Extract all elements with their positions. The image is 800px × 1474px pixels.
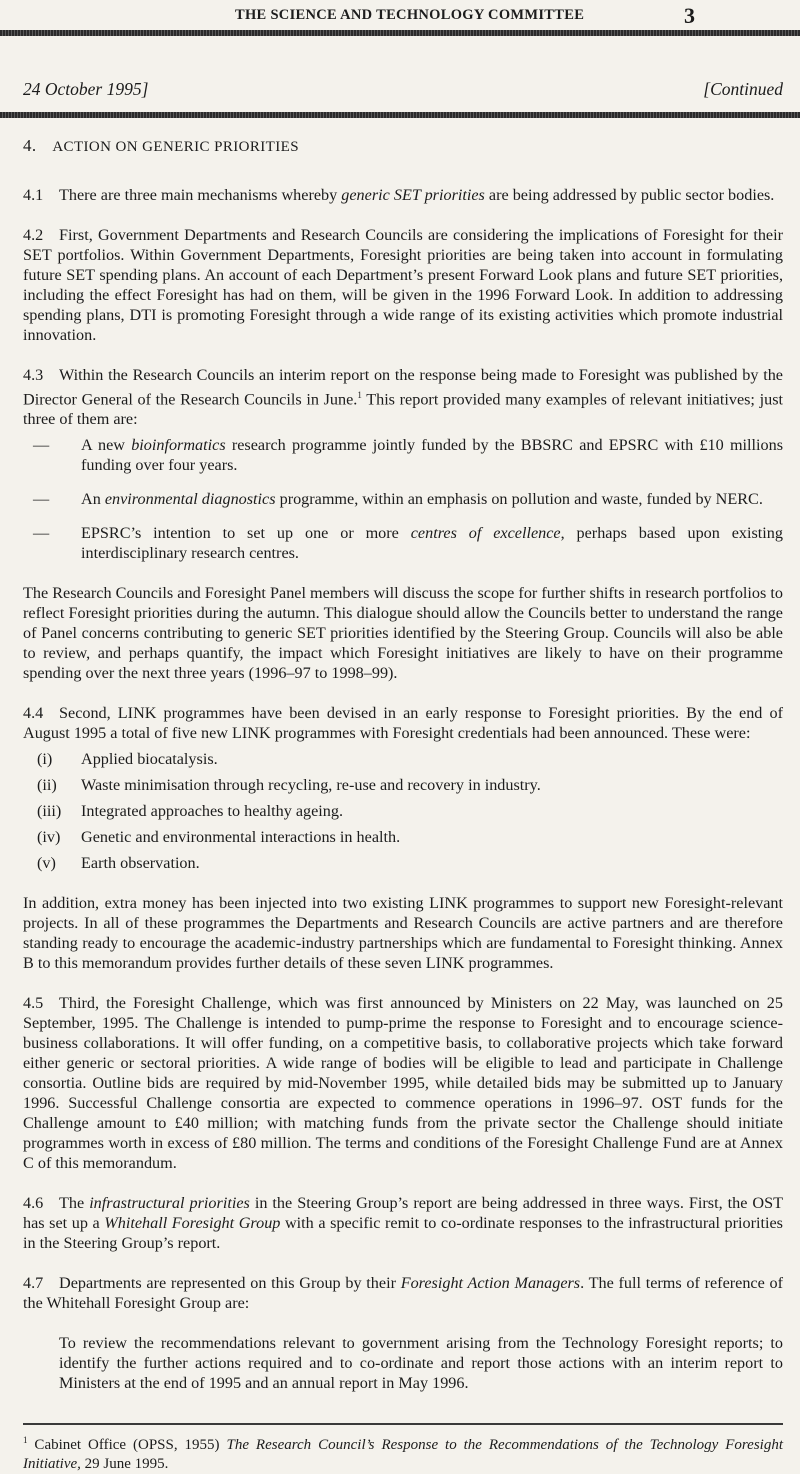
section-title: ACTION ON GENERIC PRIORITIES <box>52 139 299 155</box>
list-item: — An environmental diagnostics programme, within an emphasis on pollution and waste, funded by NERC. <box>33 490 763 509</box>
list-item: — EPSRC’s intention to set up one or more centres of excellence, perhaps based upon existing interdisciplinary research centres. <box>33 524 783 563</box>
item-numeral: (iv) <box>37 828 61 847</box>
evidence-date: 24 October 1995] <box>23 79 149 99</box>
paragraph-number: 4.6 <box>23 1194 44 1213</box>
footnote-rule <box>23 1423 783 1425</box>
body-text <box>23 136 783 1474</box>
dash-bullet: — <box>33 490 50 509</box>
paragraph-number: 4.2 <box>23 226 44 244</box>
paragraph-4-4-continued: In addition, extra money has been injected into two existing LINK programmes to support new Foresight-relevant projects. In all of these programmes the Departments and Research Councils are active partners and are therefore standing ready to encourage the academic-industry partnerships which are fundamental to Foresight thinking. Annex B to this memorandum provides further details of these seven LINK programmes. <box>23 894 783 973</box>
footnote-mark: 1 <box>23 1435 28 1446</box>
item-numeral: (ii) <box>37 776 57 795</box>
paragraph-4-1: 4.1 There are three main mechanisms whereby generic SET priorities are being addressed by public sector bodies. <box>23 186 775 204</box>
paragraph-4-7: 4.7 Departments are represented on this Group by their Foresight Action Managers. The full terms of reference of the Whitehall Foresight Group are: <box>23 1274 784 1313</box>
link-programmes-list <box>23 749 783 873</box>
paragraph-4-5: 4.5 Third, the Foresight Challenge, which was first announced by Ministers on 22 May, was launched on 25 September, 1995. The Challenge is intended to pump-prime the response to Foresight and to encourage science-business collaborations. It will offer funding, on a competitive basis, to collaborative projects which take forward either generic or sectoral priorities. A wide range of bodies will be eligible to lead and participate in Challenge consortia. Outline bids are required by mid-November 1995, while detailed bids may be submitted up to January 1996. Successful Challenge consortia are expected to commence operations in 1996–97. OST funds for the Challenge amount to £40 million; with matching funds from the private sector the Challenge should initiate programmes worth in excess of £80 million. The terms and conditions of the Foresight Challenge Fund are at Annex C of this memorandum. <box>23 994 783 1173</box>
dash-bullet: — <box>33 436 50 455</box>
emphasis: generic SET priorities <box>341 186 485 204</box>
paragraph-number: 4.3 <box>23 366 44 384</box>
item-numeral: (i) <box>37 750 53 769</box>
footnote-ref: 1 <box>357 390 362 400</box>
list-item: (iv) Genetic and environmental interactions in health. <box>37 828 401 847</box>
terms-of-reference: To review the recommendations relevant to government arising from the Technology Foresight reports; to identify the further actions required and to co-ordinate and report those actions with an interim report to Ministers at the end of 1995 and an annual report in May 1996. <box>59 1334 783 1393</box>
list-item: (v) Earth observation. <box>37 854 200 873</box>
dash-bullet: — <box>33 524 50 543</box>
paragraph-4-4: 4.4 Second, LINK programmes have been devised in an early response to Foresight priorities. By the end of August 1995 a total of five new LINK programmes with Foresight credentials had been announced. These were: <box>23 704 783 743</box>
paragraph-number: 4.4 <box>23 704 44 723</box>
initiatives-list <box>23 435 783 563</box>
paragraph-number: 4.5 <box>23 994 44 1013</box>
paragraph-number: 4.1 <box>23 186 44 204</box>
paragraph-4-3: 4.3 Within the Research Councils an interim report on the response being made to Foresight was published by the Director General of the Research Councils in June.$^1$ This report provided many examples of relevant initiatives; just three of them are: <box>23 366 783 429</box>
item-numeral: (iii) <box>37 802 62 821</box>
list-item: (iii) Integrated approaches to healthy ageing. <box>37 802 344 821</box>
running-head-title: THE SCIENCE AND TECHNOLOGY COMMITTEE <box>235 7 585 23</box>
paragraph-4-2: 4.2 First, Government Departments and Research Councils are considering the implications of Foresight for their SET portfolios. Within Government Departments, Foresight priorities are being taken into account in formulating future SET spending plans. An account of each Department’s present Forward Look plans and future SET priorities, including the effect Foresight has had on them, will be given in the 1996 Forward Look. In addition to addressing spending plans, DTI is promoting Foresight through a wide range of its existing activities which promote industrial innovation. <box>23 226 783 344</box>
list-item: (ii) Waste minimisation through recycling, re-use and recovery in industry. <box>37 776 541 795</box>
section-heading <box>23 136 783 157</box>
continued-label: [Continued <box>703 79 783 99</box>
item-numeral: (v) <box>37 854 56 873</box>
list-item: (i) Applied biocatalysis. <box>37 750 218 769</box>
top-rule <box>0 30 800 36</box>
paragraph-4-6: 4.6 The infrastructural priorities in the Steering Group’s report are being addressed in three ways. First, the OST has set up a Whitehall Foresight Group with a specific remit to co-ordinate responses to the infrastructural priorities in the Steering Group’s report. <box>23 1194 783 1253</box>
paragraph-number: 4.7 <box>23 1274 44 1293</box>
paragraph-4-3-continued: The Research Councils and Foresight Panel members will discuss the scope for further shifts in research portfolios to reflect Foresight priorities during the autumn. This dialogue should allow the Councils better to understand the range of Panel concerns contributing to generic SET priorities identified by the Steering Group. Councils will also be able to review, and perhaps quantify, the impact which Foresight initiatives are likely to have on their programme spending over the next three years (1996–97 to 1998–99). <box>23 584 783 683</box>
list-item: — A new bioinformatics research programme jointly funded by the BBSRC and EPSRC with £10 millions funding over four years. <box>33 436 784 475</box>
dateline-rule <box>0 112 800 118</box>
page-number: 3 <box>684 3 696 28</box>
footnote: $^1$ Cabinet Office (OPSS, 1955) The Research Council’s Response to the Recommendations of the Technology Foresight Initiative, 29 June 1995. <box>23 1435 783 1473</box>
dateline <box>23 79 783 100</box>
section-number: 4. <box>23 136 37 155</box>
